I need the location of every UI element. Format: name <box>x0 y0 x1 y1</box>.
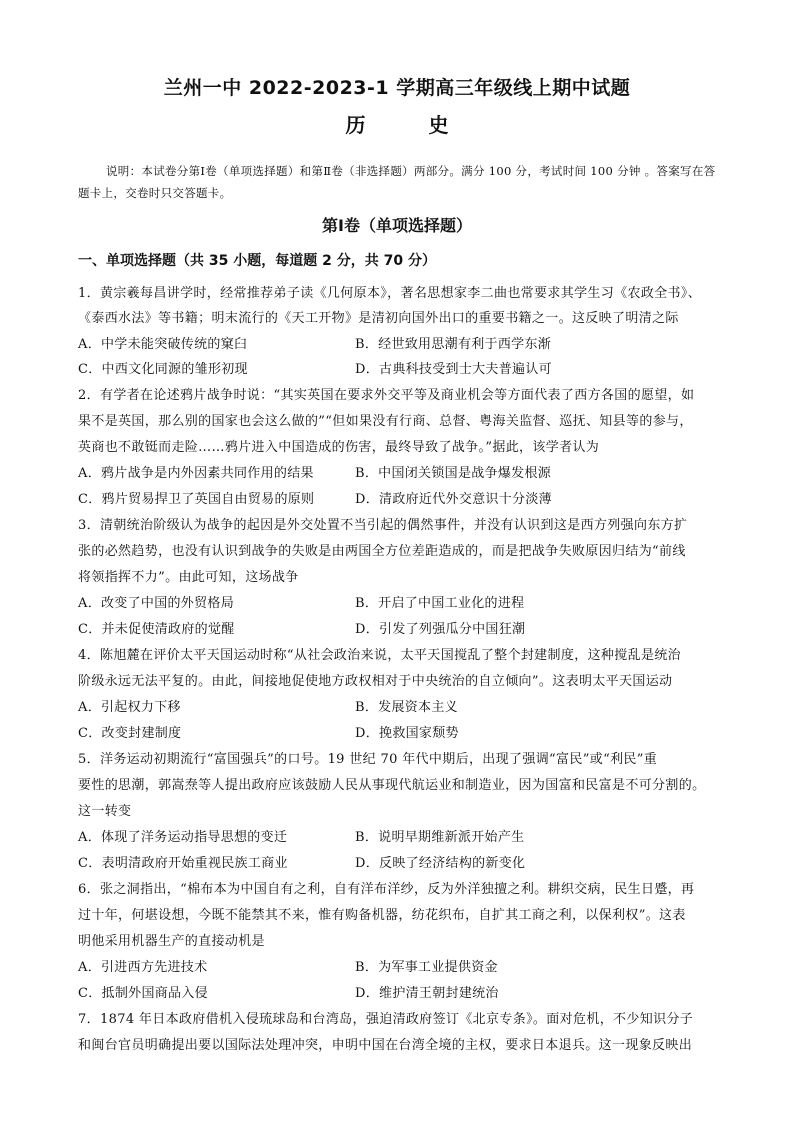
question-6-option-c: C．抵制外国商品入侵 <box>78 986 208 1001</box>
part-title: 第Ⅰ卷（单项选择题） <box>322 216 472 235</box>
question-6-stem-line: 明他采用机器生产的直接动机是 <box>78 934 265 949</box>
question-6-stem-line: 过十年，何堪设想，今既不能禁其不来，惟有购备机器，纺花织布，自扩其工商之利，以保利权”。这表 <box>78 908 686 923</box>
question-1-option-a: A．中学未能突破传统的窠臼 <box>78 337 248 352</box>
question-6-option-b: B．为军事工业提供资金 <box>355 960 498 975</box>
question-2-stem-line: 英商也不敢铤而走险……鸦片进入中国造成的伤害，最终导致了战争。”据此，该学者认为 <box>78 440 600 455</box>
question-5-option-d: D．反映了经济结构的新变化 <box>355 856 526 871</box>
question-4-option-c: C．改变封建制度 <box>78 726 182 741</box>
question-3-option-b: B．开启了中国工业化的进程 <box>355 596 525 611</box>
question-7-stem-line: 和闽台官员明确提出要以国际法处理冲突，申明中国在台湾全境的主权，要求日本退兵。这一现象反映出 <box>78 1038 693 1053</box>
question-4-option-a: A．引起权力下移 <box>78 700 181 715</box>
exam-title: 兰州一中 2022-2023-1 学期高三年级线上期中试题 <box>163 77 631 99</box>
question-4-stem-line: 4．陈旭麓在评价太平天国运动时称“从社会政治来说，太平天国搅乱了整个封建制度，这种搅乱是统治 <box>78 648 682 663</box>
question-4-option-d: D．挽救国家颓势 <box>355 726 459 741</box>
question-3-option-c: C．并未促使清政府的觉醒 <box>78 622 235 637</box>
question-6-stem-line: 6．张之洞指出，“棉布本为中国自有之利，自有洋布洋纱，反为外洋独擅之利。耕织交病，民生日蹙，再 <box>78 882 695 897</box>
question-3-stem-line: 张的必然趋势，也没有认识到战争的失败是由两国全方位差距造成的，而是把战争失败原因归结为“前线 <box>78 544 686 559</box>
question-5-stem-line: 5．洋务运动初期流行“富国强兵”的口号。19 世纪 70 年代中期后，出现了强调“富民”或“利民”重 <box>78 752 658 767</box>
exam-instructions: 说明：本试卷分第Ⅰ卷（单项选择题）和第Ⅱ卷（非选择题）两部分。满分 100 分，考试时间 100 分钟 。答案写在答题卡上，交卷时只交答题卡。 <box>78 164 716 200</box>
question-1-stem-line: 1．黄宗羲每昌讲学时，经常推荐弟子读《几何原本》，著名思想家李二曲也常要求其学生习《农政全书》、 <box>78 286 702 301</box>
question-5-option-a: A．体现了洋务运动指导思想的变迁 <box>78 830 288 845</box>
question-1-option-c: C．中西文化同源的雏形初现 <box>78 362 248 377</box>
subject-title: 历 史 <box>345 113 477 137</box>
question-2-stem-line: 果不是英国，那么别的国家也会这么做的”“但如果没有行商、总督、粤海关监督、巡抚、知县等的参与， <box>78 414 693 429</box>
question-4-option-b: B．发展资本主义 <box>355 700 458 715</box>
question-2-option-a: A．鸦片战争是内外因素共同作用的结果 <box>78 466 314 481</box>
question-6-option-d: D．维护清王朝封建统治 <box>355 986 499 1001</box>
question-3-stem-line: 将领指挥不力”。由此可知，这场战争 <box>78 570 299 585</box>
question-4-stem-line: 阶级永远无法平复的。由此，间接地促使地方政权相对于中央统治的自立倾向”。这表明太平天国运动 <box>78 674 673 689</box>
section-heading: 一、单项选择题（共 35 小题，每道题 2 分，共 70 分） <box>78 253 436 269</box>
question-5-stem-line: 这一转变 <box>78 804 132 819</box>
question-1-option-b: B．经世致用思潮有利于西学东渐 <box>355 337 552 352</box>
question-1-stem-line: 《泰西水法》等书籍；明末流行的《天工开物》是清初向国外出口的重要书籍之一。这反映了明清之际 <box>78 311 679 326</box>
question-5-option-c: C．表明清政府开始重视民族工商业 <box>78 856 288 871</box>
question-5-stem-line: 要性的思潮，郭嵩焘等人提出政府应该鼓励人民从事现代航运业和制造业，因为国富和民富是不可分割的。 <box>78 778 706 793</box>
question-6-option-a: A．引进西方先进技术 <box>78 960 208 975</box>
question-3-option-a: A．改变了中国的外贸格局 <box>78 596 234 611</box>
question-7-stem-line: 7．1874 年日本政府借机入侵琉球岛和台湾岛，强迫清政府签订《北京专条》。面对危机，不少知识分子 <box>78 1012 694 1027</box>
question-1-option-d: D．古典科技受到士大夫普遍认可 <box>355 362 552 377</box>
question-2-option-c: C．鸦片贸易捍卫了英国自由贸易的原则 <box>78 492 315 507</box>
question-3-stem-line: 3．清朝统治阶级认为战争的起因是外交处置不当引起的偶然事件，并没有认识到这是西方列强向东方扩 <box>78 518 688 533</box>
question-2-option-d: D．清政府近代外交意识十分淡薄 <box>355 492 552 507</box>
question-5-option-b: B．说明早期维新派开始产生 <box>355 830 525 845</box>
question-2-option-b: B．中国闭关锁国是战争爆发根源 <box>355 466 552 481</box>
question-2-stem-line: 2．有学者在论述鸦片战争时说：“其实英国在要求外交平等及商业机会等方面代表了西方各国的愿望，如 <box>78 388 695 403</box>
question-3-option-d: D．引发了列强瓜分中国狂潮 <box>355 622 526 637</box>
